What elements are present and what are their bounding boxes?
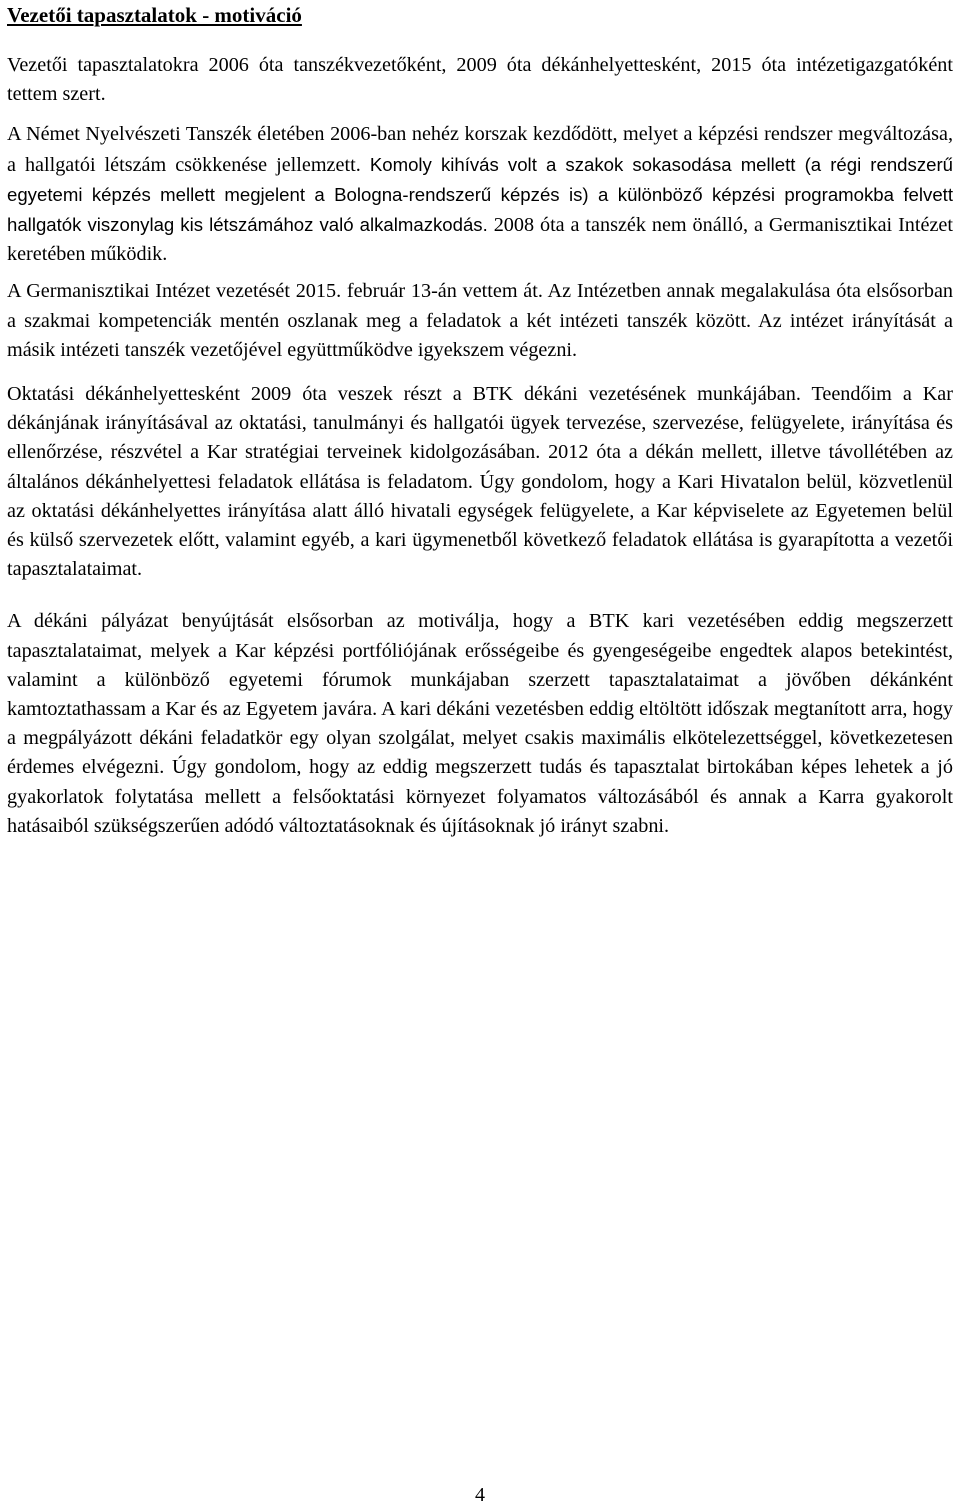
paragraph-vice-dean: [7, 380, 953, 584]
section-heading: Vezetői tapasztalatok - motiváció: [7, 3, 302, 27]
paragraph-text-serif: 2008 óta a tanszék nem önálló, a Germanisztikai Intézet keretében működik.: [7, 214, 953, 266]
paragraph-text: Oktatási dékánhelyettesként 2009 óta veszek részt a BTK dékáni vezetésének munkájában. Teendőim a Kar dékánjának irányításával az oktatási, tanulmányi és hallgatói ügyek tervezése, szervezése, felügyelete, irányítása és ellenőrzése, részvétel a Kar stratégiai terveinek kidolgozásában. 2012 óta a dékán mellett, illetve távollétében az általános dékánhelyettesi feladatok ellátása is feladatom. Úgy gondolom, hogy a Kari Hivatalon belül, közvetlenül az oktatási dékánhelyettes irányítása alatt álló hivatali egységek felügyelete, a Kar képviselete az Egyetemen belül és külső szervezetek előtt, valamint egyéb, a kari ügymenetből következő feladatok ellátása is gyarapította a vezetői tapasztalataimat.: [7, 383, 953, 581]
paragraph-motivation: [7, 607, 953, 841]
paragraph-text: A Germanisztikai Intézet vezetését 2015. február 13-án vettem át. Az Intézetben annak megalakulása óta elsősorban a szakmai kompetenciák mentén oszlanak meg a feladatok a két intézeti tanszék között.: [7, 280, 953, 332]
paragraph-text: Vezetői tapasztalatokra 2006 óta tanszékvezetőként, 2009 óta dékánhelyettesként, 2015 óta intézetigazgatóként tettem szert.: [7, 54, 953, 106]
paragraph-institute: [7, 277, 953, 365]
paragraph-text: A dékáni pályázat benyújtását elsősorban az motiválja, hogy a BTK kari vezetésében eddig megszerzett tapasztalataimat, melyek a Kar képzési portfóliójának erősségeibe és gyengeségeibe engedtek alapos betekintést, valamint a különböző egyetemi fórumok munkájaban szerzett tapasztalataimat a jövőben dékánként kamtoztathassam a Kar és az Egyetem javára. A kari dékáni vezetésben eddig eltöltött időszak megtanított arra, hogy a megpályázott dékáni feladatkör egy olyan szolgálat, melyet csakis maximális elkötelezettséggel, következetesen érdemes elvégezni. Úgy gondolom, hogy az eddig megszerzett tudás és tapasztalat birtokában képes lehetek a jó gyakorlatok folytatása mellett a felsőoktatási környezet folyamatos változásából és annak a Karra gyakorolt hatásaiból szükségszerűen adódó változtatásoknak és újításoknak jó irányt szabni.: [7, 610, 953, 837]
paragraph-experience-intro: [7, 51, 953, 109]
page-number: 4: [475, 1484, 485, 1506]
paragraph-text: Az intézet irányítását a másik intézeti tanszék vezetőjével együttműködve igyekszem végezni.: [7, 309, 953, 361]
paragraph-text-sans: Komoly kihívás volt a szakok sokasodása mellett (a régi rendszerű egyetemi képzés mellett megjelent a Bologna-rendszerű képzés is) a különböző képzési programokba felvett hallgatók viszonylag kis létszámához való alkalmazkodás.: [7, 153, 953, 236]
paragraph-department: [7, 120, 953, 269]
document-page: [7, 0, 953, 841]
paragraph-text-serif: A Német Nyelvészeti Tanszék életében 2006-ban nehéz korszak kezdődött, melyet a képzési rendszer megváltozása, a hallgatói létszám csökkenése jellemzett.: [7, 123, 953, 176]
